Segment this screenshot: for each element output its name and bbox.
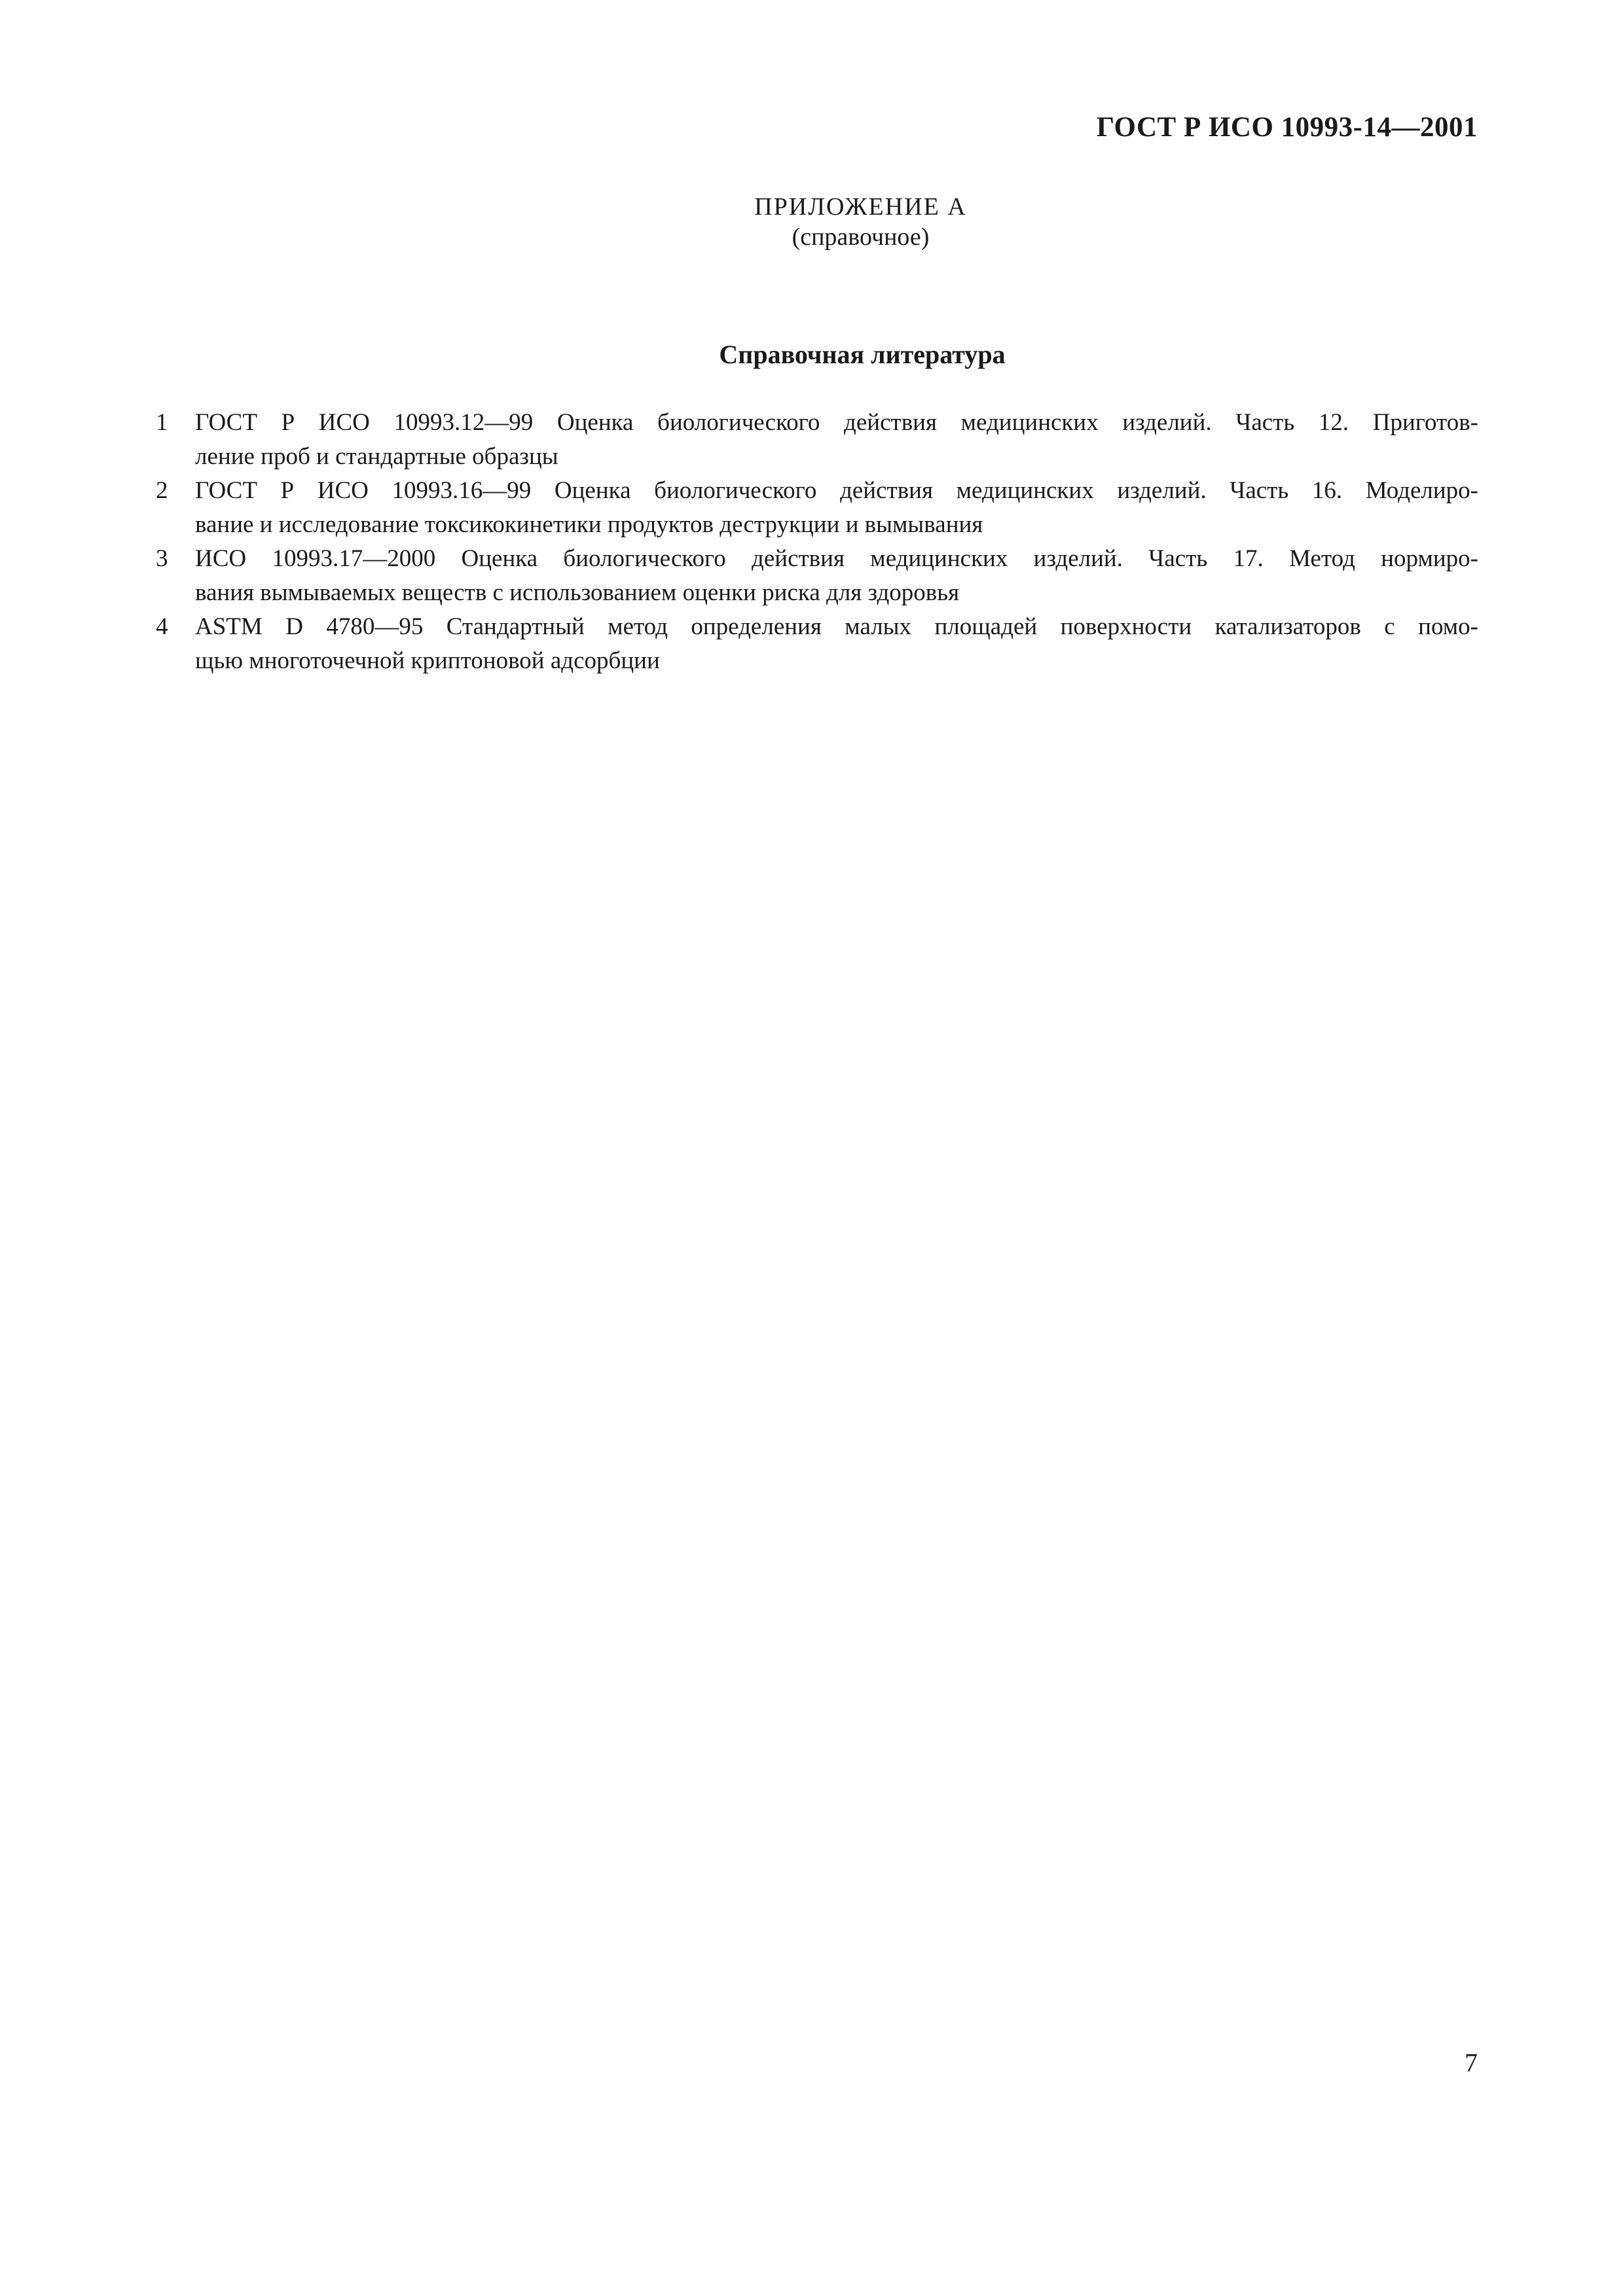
reference-number: 1 bbox=[156, 409, 168, 436]
reference-number: 2 bbox=[156, 477, 168, 504]
reference-number: 4 bbox=[156, 613, 168, 640]
reference-item bbox=[156, 610, 1478, 678]
reference-number: 3 bbox=[156, 545, 168, 572]
reference-item bbox=[156, 474, 1478, 542]
reference-item bbox=[156, 542, 1478, 610]
appendix-subtitle: (справочное) bbox=[792, 223, 930, 251]
section-heading: Справочная литература bbox=[719, 340, 1006, 369]
reference-list bbox=[156, 406, 1478, 678]
reference-line: ГОСТ Р ИСО 10993.12—99 Оценка биологического действия медицинских изделий. Часть 12. Приготов- bbox=[195, 409, 1478, 436]
reference-line: ИСО 10993.17—2000 Оценка биологического действия медицинских изделий. Часть 17. Метод нормиро- bbox=[195, 545, 1478, 572]
appendix-block bbox=[0, 191, 1623, 251]
reference-line: вания вымываемых веществ с использованием оценки риска для здоровья bbox=[195, 579, 960, 606]
reference-text bbox=[195, 542, 1478, 610]
page-number: 7 bbox=[1465, 2048, 1478, 2077]
reference-line: вание и исследование токсикокинетики продуктов деструкции и вымывания bbox=[195, 511, 983, 538]
reference-text bbox=[195, 406, 1478, 474]
document-code-header: ГОСТ Р ИСО 10993-14—2001 bbox=[1096, 112, 1478, 143]
reference-line: щью многоточечной криптоновой адсорбции bbox=[195, 647, 660, 674]
reference-line: ASTM D 4780—95 Стандартный метод определения малых площадей поверхности катализаторов с помо- bbox=[195, 613, 1478, 640]
reference-text bbox=[195, 474, 1478, 542]
reference-text bbox=[195, 610, 1478, 678]
reference-item bbox=[156, 406, 1478, 474]
reference-line: ГОСТ Р ИСО 10993.16—99 Оценка биологического действия медицинских изделий. Часть 16. Моделиро- bbox=[195, 477, 1478, 504]
reference-line: ление проб и стандартные образцы bbox=[195, 443, 558, 470]
appendix-title: ПРИЛОЖЕНИЕ А bbox=[754, 193, 967, 221]
